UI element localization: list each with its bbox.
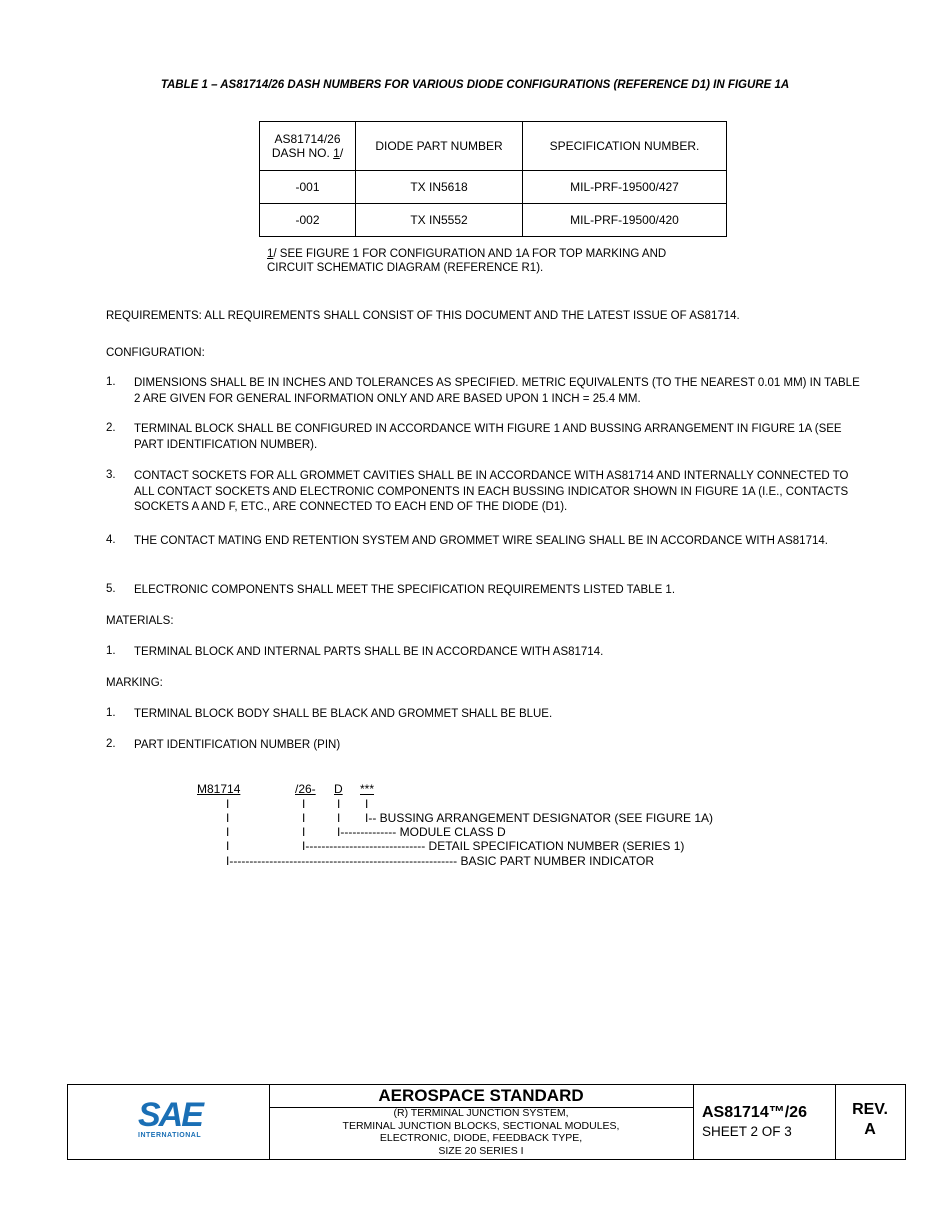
pin-basic-code: M81714 bbox=[197, 782, 241, 796]
title-cell bbox=[269, 1085, 694, 1159]
pin-detail-label: I------------------------------ DETAIL SPECIFICATION NUMBER (SERIES 1) bbox=[302, 839, 685, 853]
marking-item-text: TERMINAL BLOCK BODY SHALL BE BLACK AND GROMMET SHALL BE BLUE. bbox=[134, 708, 553, 720]
dash-number-table bbox=[259, 121, 727, 237]
pin-bar: I bbox=[302, 797, 306, 811]
table-row bbox=[260, 171, 727, 204]
pin-bar: I bbox=[226, 825, 230, 839]
rev-value: A bbox=[864, 1121, 876, 1138]
materials-item-text: TERMINAL BLOCK AND INTERNAL PARTS SHALL BE IN ACCORDANCE WITH AS81714. bbox=[134, 646, 604, 658]
pin-bussing-code: *** bbox=[360, 782, 375, 796]
pin-bar: I bbox=[226, 797, 230, 811]
table-row bbox=[260, 204, 727, 237]
materials-item-number: 1. bbox=[106, 645, 116, 657]
footnote-ref: 1 bbox=[267, 248, 274, 260]
pin-basic-label: I--------------------------------------------------------- BASIC PART NUMBER INDICATOR bbox=[226, 854, 655, 868]
pin-class-code: D bbox=[334, 782, 343, 796]
pin-bar: I bbox=[302, 811, 306, 825]
subtitle-line: ELECTRONIC, DIODE, FEEDBACK TYPE, bbox=[379, 1132, 583, 1144]
pin-detail-code: /26- bbox=[295, 782, 316, 796]
cell-spec: MIL-PRF-19500/427 bbox=[523, 171, 727, 204]
configuration-heading: CONFIGURATION: bbox=[106, 347, 205, 359]
cell-diode: TX IN5618 bbox=[356, 171, 523, 204]
footnote-text1: / SEE FIGURE 1 FOR CONFIGURATION AND 1A FOR TOP MARKING AND bbox=[273, 248, 667, 260]
doc-number-cell bbox=[694, 1085, 836, 1159]
sae-logo-text: SAE bbox=[138, 1096, 202, 1134]
header-diode-part: DIODE PART NUMBER bbox=[356, 122, 523, 171]
materials-heading: MATERIALS: bbox=[106, 615, 174, 627]
pin-bar: I bbox=[226, 839, 230, 853]
header-dash-line1: AS81714/26 bbox=[274, 132, 341, 146]
header-dash-no bbox=[260, 122, 356, 171]
pin-bar: I bbox=[226, 811, 230, 825]
requirements-text: REQUIREMENTS: ALL REQUIREMENTS SHALL CONSIST OF THIS DOCUMENT AND THE LATEST ISSUE OF AS81714. bbox=[106, 310, 740, 322]
pin-bussing-label: I-- BUSSING ARRANGEMENT DESIGNATOR (SEE FIGURE 1A) bbox=[365, 811, 714, 825]
footnote-line1 bbox=[267, 247, 666, 261]
config-item-text: THE CONTACT MATING END RETENTION SYSTEM AND GROMMET WIRE SEALING SHALL BE IN ACCORDANCE WITH AS81714. bbox=[134, 535, 828, 547]
config-item-number: 4. bbox=[106, 534, 116, 546]
sheet-number: SHEET 2 OF 3 bbox=[702, 1124, 792, 1139]
config-item-text: TERMINAL BLOCK SHALL BE CONFIGURED IN ACCORDANCE WITH FIGURE 1 AND BUSSING ARRANGEMENT IN FIGURE 1A (SEE PART IDENTIFICATION NUMBER). bbox=[134, 423, 842, 451]
header-dash-prefix: DASH NO. bbox=[271, 146, 334, 160]
subtitle-line: TERMINAL JUNCTION BLOCKS, SECTIONAL MODULES, bbox=[342, 1119, 620, 1132]
document-subtitle bbox=[269, 1107, 693, 1157]
pin-bar: I bbox=[302, 825, 306, 839]
cell-diode: TX IN5552 bbox=[356, 204, 523, 237]
pin-bar: I bbox=[365, 797, 369, 811]
table-footnote bbox=[267, 247, 666, 275]
config-item-text: CONTACT SOCKETS FOR ALL GROMMET CAVITIES SHALL BE IN ACCORDANCE WITH AS81714 AND INTERNALLY CONNECTED TO ALL CONTACT SOCKETS AND ELECTRONIC COMPONENTS IN EACH BUSSING INDICATOR SHOWN IN FIGURE 1A (I.E., CONTACTS SOCKETS A AND F, ETC., ARE CONNECTED TO EACH END OF THE DIODE (D1). bbox=[134, 470, 849, 513]
document-title: AEROSPACE STANDARD bbox=[269, 1085, 693, 1108]
marking-item-number: 2. bbox=[106, 738, 116, 750]
header-dash-line2 bbox=[260, 146, 355, 160]
table-header-row bbox=[260, 122, 727, 171]
revision-cell bbox=[835, 1085, 905, 1159]
marking-heading: MARKING: bbox=[106, 677, 163, 689]
rev-label: REV. bbox=[852, 1101, 888, 1118]
header-note-ref: 1 bbox=[333, 146, 340, 160]
pin-bar: I bbox=[337, 797, 341, 811]
header-spec-number: SPECIFICATION NUMBER. bbox=[523, 122, 727, 171]
header-note-slash: / bbox=[339, 146, 344, 160]
document-number: AS81714™/26 bbox=[702, 1104, 807, 1121]
sae-logo bbox=[138, 1096, 202, 1139]
title-block bbox=[67, 1084, 906, 1160]
sae-logo-subtext: INTERNATIONAL bbox=[138, 1132, 202, 1139]
subtitle-line: SIZE 20 SERIES I bbox=[438, 1144, 524, 1157]
config-item-text: ELECTRONIC COMPONENTS SHALL MEET THE SPECIFICATION REQUIREMENTS LISTED TABLE 1. bbox=[134, 584, 676, 596]
cell-spec: MIL-PRF-19500/420 bbox=[523, 204, 727, 237]
marking-item-number: 1. bbox=[106, 707, 116, 719]
config-item-number: 3. bbox=[106, 469, 116, 481]
config-item-number: 1. bbox=[106, 376, 116, 388]
cell-dash: -001 bbox=[260, 171, 356, 204]
config-item-number: 5. bbox=[106, 583, 116, 595]
subtitle-line: (R) TERMINAL JUNCTION SYSTEM, bbox=[393, 1107, 569, 1119]
marking-item-text: PART IDENTIFICATION NUMBER (PIN) bbox=[134, 739, 341, 751]
footnote-line2: CIRCUIT SCHEMATIC DIAGRAM (REFERENCE R1). bbox=[267, 262, 544, 274]
table-caption: TABLE 1 – AS81714/26 DASH NUMBERS FOR VARIOUS DIODE CONFIGURATIONS (REFERENCE D1) IN FIGURE 1A bbox=[160, 79, 790, 91]
config-item-number: 2. bbox=[106, 422, 116, 434]
config-item-text: DIMENSIONS SHALL BE IN INCHES AND TOLERANCES AS SPECIFIED. METRIC EQUIVALENTS (TO THE NEAREST 0.01 MM) IN TABLE 2 ARE GIVEN FOR GENERAL INFORMATION ONLY AND ARE BASED UPON 1 INCH = 25.4 MM. bbox=[134, 377, 860, 405]
pin-bar: I bbox=[337, 811, 341, 825]
cell-dash: -002 bbox=[260, 204, 356, 237]
pin-class-label: I-------------- MODULE CLASS D bbox=[337, 825, 506, 839]
logo-cell bbox=[68, 1085, 270, 1159]
